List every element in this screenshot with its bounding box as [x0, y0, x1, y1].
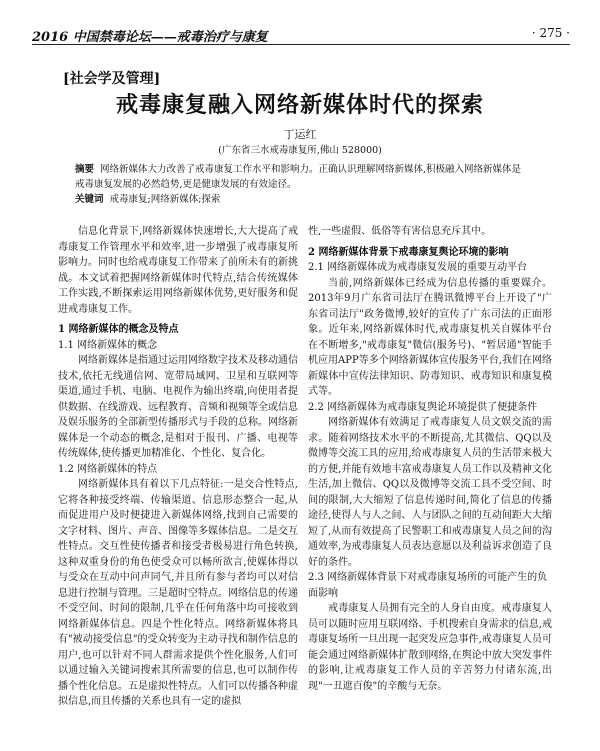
running-head [32, 26, 570, 45]
keywords [75, 192, 528, 207]
section-heading: 1 网络新媒体的概念及特点 [58, 324, 179, 335]
affiliation: (广东省三水戒毒康复所,佛山 528000) [218, 145, 382, 156]
abstract [75, 162, 528, 192]
abstract-label: 摘要 [75, 164, 95, 175]
article-title: 戒毒康复融入网络新媒体时代的探索 [115, 92, 484, 118]
paragraph: 戒毒康复人员拥有完全的人身自由度。戒毒康复人员可以随时应用互联网络、手机搜索自身需求的信息,戒毒康复场所一旦出现一起突发应急事件,戒毒康复人员可能会通过网络新媒体扩散到网络,在舆论中放大突发事件的影响,让戒毒康复工作人员的辛苦努力付诸东流,出现"一丑遮百俊"的辛酸与无奈。 [308, 603, 552, 692]
section-heading: 2 网络新媒体背景下戒毒康复舆论环境的影响 [308, 246, 509, 258]
subsection-heading: 2.2 网络新媒体为戒毒康复舆论环境提供了便捷条件 [308, 401, 538, 413]
keywords-label: 关键词 [75, 194, 104, 205]
paragraph: 当前,网络新媒体已经成为信息传播的重要媒介。2013年9月广东省司法厅在腾讯微博平台上开设了"广东省司法厅"政务微博,较好的宣传了广东司法的正面形象。近年来,网络新媒体时代,戒毒康复机关自媒体平台在不断增多,"戒毒康复"微信(服务号)、"暂居通"智能手机应用APP等多个网络新媒体宣传服务平台,我们在网络新媒体中宣传法律知识、防毒知识、戒毒知识和康复模式等。 [308, 277, 552, 397]
subsection-heading: 2.1 网络新媒体成为戒毒康复发展的重要互动平台 [308, 262, 528, 273]
running-head-title: 2016 中国禁毒论坛——戒毒治疗与康复 [32, 30, 268, 45]
subsection-heading: 1.2 网络新媒体的特点 [58, 463, 158, 475]
right-column [308, 224, 552, 694]
paragraph: 网络新媒体有效满足了戒毒康复人员文娱交流的需求。随着网络技术水平的不断提高,尤其微信、QQ以及微博等交流工具的应用,给戒毒康复人员的生活带来极大的方便,并能有效地丰富戒毒康复人员工作以及精神文化生活,加上微信、QQ以及微博等交流工具不受空间、时间的限制,大大缩短了信息传递时间,简化了信息的传播途径,使得人与人之间、人与团队之间的互动间距大大缩短了,从而有效提高了民警职工和戒毒康复人员之间的沟通效率,为戒毒康复人员表达意愿以及利益诉求创造了良好的条件。 [308, 417, 552, 568]
paragraph: 性,一些虚假、低俗等有害信息充斥其中。 [308, 226, 492, 237]
paragraph: 信息化背景下,网络新媒体快速增长,大大提高了戒毒康复工作管理水平和效率,进一步增强了戒毒康复所影响力。同时也给戒毒康复工作带来了前所未有的新挑战。本文试着把握网络新媒体时代特点,结合传统媒体工作实践,不断探索运用网络新媒体优势,更好服务和促进戒毒康复工作。 [58, 226, 298, 315]
page-number: · 275 · [531, 26, 570, 40]
subsection-heading: 2.3 网络新媒体背景下对戒毒康复场所的可能产生的负面影响 [308, 572, 548, 599]
subsection-heading: 1.1 网络新媒体的概念 [58, 339, 158, 351]
keywords-text: 戒毒康复;网络新媒体;探索 [109, 194, 221, 205]
column-label: [社会学及管理] [63, 71, 161, 87]
paragraph: 网络新媒体具有着以下几点特征:一是交合性特点,它将各种接受终端、传输渠道、信息形态整合一起,从而促进用户及时便捷进入新媒体网络,找到自己需要的文字材料、图片、声音、图像等多媒体信息。二是交互性特点。交互性使传播者和接受者极易进行角色转换,这种双重身份的角色使受众可以畅所欲言,使媒体得以与受众在互动中问声同气,并且所有参与者均可以对信息进行控制与管理。三是超时空特点。网络信息的传递不受空间、时间的限制,几乎在任何角落中均可接收到网络新媒体信息。四是个性化特点。网络新媒体将具有"被动接受信息"的受众转变为主动寻找和制作信息的用户,也可以针对不同人群需求提供个性化服务,人们可以通过输入关键词搜索其所需要的信息,也可以制作传播个性化信息。五是虚拟性特点。人们可以传播各种虚拟信息,而且传播的关系也具有一定的虚拟 [58, 479, 298, 707]
author: 丁运红 [283, 128, 317, 141]
paragraph: 网络新媒体是指通过运用网络数字技术及移动通信技术,依托无线通信网、宽带局域网、卫星和互联网等渠道,通过手机、电脑、电视作为输出终端,向使用者提供数据、在线游戏、远程教育、音频和视频等全或信息及娱乐服务的全部新型传播形式与手段的总称。网络新媒体是一个动态的概念,是相对于报刊、广播、电视等传统媒体,使传播更加精准化、个性化、复合化。 [58, 355, 298, 459]
abstract-text: 网络新媒体大力改善了戒毒康复工作水平和影响力。正确认识理解网络新媒体,积极融入网络新媒体是戒毒康复发展的必然趋势,更是健康发展的有效途径。 [75, 164, 522, 190]
left-column [58, 224, 298, 710]
